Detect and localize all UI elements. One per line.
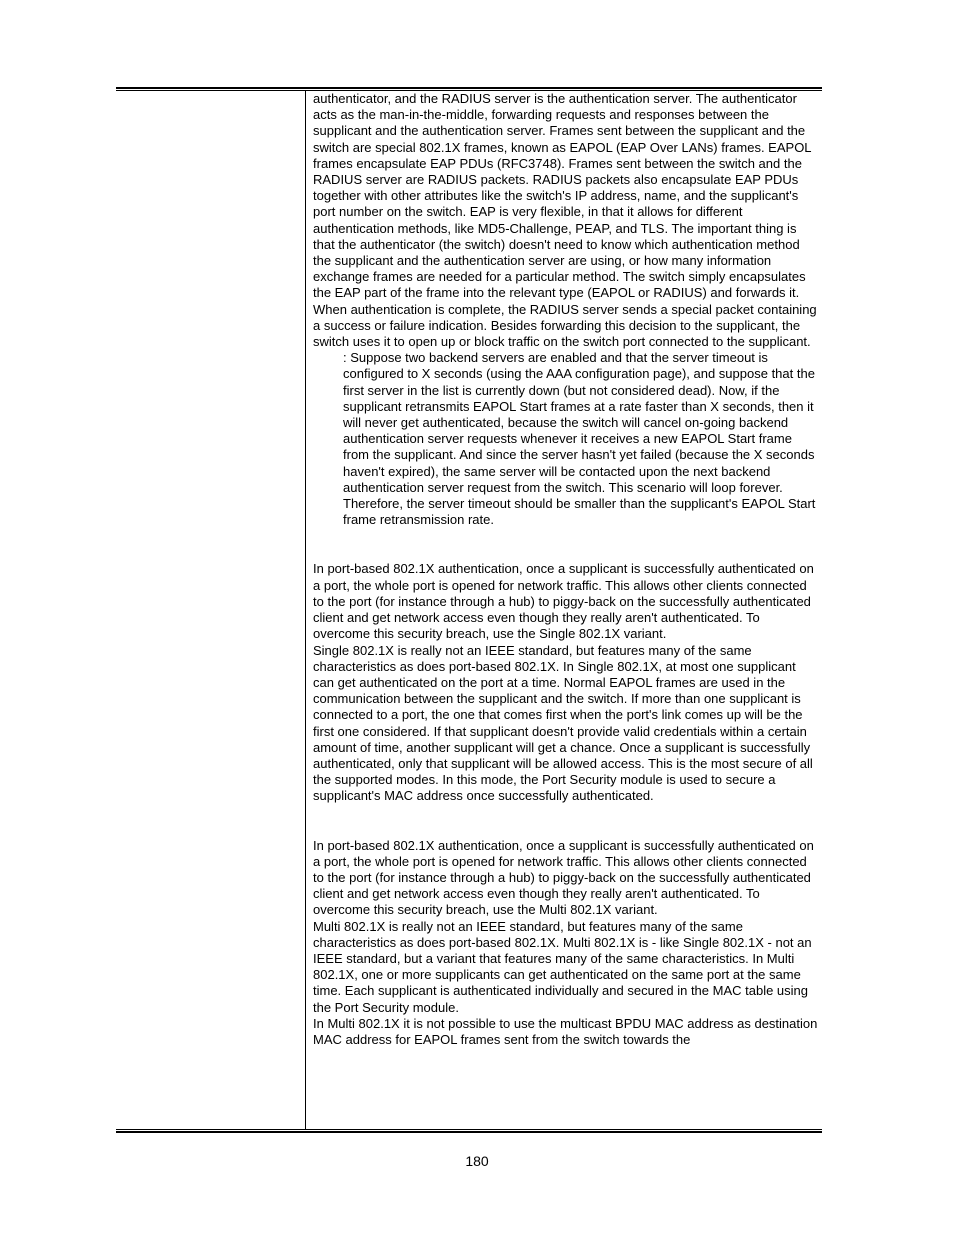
- table-bottom-rule-thin: [116, 1129, 822, 1130]
- table-bottom-rule: [116, 1131, 822, 1133]
- note-paragraph: : Suppose two backend servers are enabled and that the server timeout is configured to X seconds (using the AAA configuration page), and suppose that the first server in the list is currently down (but not considered dead). Now, if the supplicant retransmits EAPOL Start frames at a rate faster than X seconds, then it will never get authenticated, because the switch will cancel on-going backend authentication server requests whenever it receives a new EAPOL Start frame from the supplicant. And since the server hasn't yet failed (because the X seconds haven't expired), the same server will be contacted upon the next backend authentication server request from the switch. This scenario will loop forever. Therefore, the server timeout should be smaller than the supplicant's EAPOL Start frame retransmission rate.: [343, 350, 816, 528]
- column-divider: [305, 91, 306, 1129]
- single-body-paragraph: Single 802.1X is really not an IEEE standard, but features many of the same characteristics as does port-based 802.1X. In Single 802.1X, at most one supplicant can get authenticated on the port at a time. Normal EAPOL frames are used in the communication between the supplicant and the switch. If more than one supplicant is connected to a port, the one that comes first when the port's link comes up will be the first one considered. If that supplicant doesn't provide valid credentials within a certain amount of time, another supplicant will get a chance. Once a supplicant is successfully authenticated, only that supplicant will be allowed access. This is the most secure of all the supported modes. In this mode, the Port Security module is used to secure a supplicant's MAC address once successfully authenticated.: [313, 642, 813, 804]
- single-intro-paragraph: In port-based 802.1X authentication, once a supplicant is successfully authenticated on a port, the whole port is opened for network traffic. This allows other clients connected to the port (for instance through a hub) to piggy-back on the successfully authenticated client and get network access even though they really aren't authenticated. To overcome this security breach, use the Single 802.1X variant.: [313, 561, 814, 642]
- section-gap: [313, 528, 818, 561]
- section-gap: [313, 805, 818, 838]
- multi-intro-paragraph: In port-based 802.1X authentication, once a supplicant is successfully authenticated on a port, the whole port is opened for network traffic. This allows other clients connected to the port (for instance through a hub) to piggy-back on the successfully authenticated client and get network access even though they really aren't authenticated. To overcome this security breach, use the Multi 802.1X variant.: [313, 837, 814, 918]
- page-number: 180: [465, 1153, 489, 1169]
- table-top-rule: [116, 87, 822, 89]
- description-cell: [313, 91, 818, 1048]
- radius-paragraph: authenticator, and the RADIUS server is the authentication server. The authenticator acts as the man-in-the-middle, forwarding requests and responses between the supplicant and the authentication server. Frames sent between the supplicant and the switch are special 802.1X frames, known as EAPOL (EAP Over LANs) frames. EAPOL frames encapsulate EAP PDUs (RFC3748). Frames sent between the switch and the RADIUS server are RADIUS packets. RADIUS packets also encapsulate EAP PDUs together with other attributes like the switch's IP address, name, and the supplicant's port number on the switch. EAP is very flexible, in that it allows for different authentication methods, like MD5-Challenge, PEAP, and TLS. The important thing is that the authenticator (the switch) doesn't need to know which authentication method the supplicant and the authentication server are using, or how many information exchange frames are needed for a particular method. The switch simply encapsulates the EAP part of the frame into the relevant type (EAPOL or RADIUS) and forwards it. When authentication is complete, the RADIUS server sends a special packet containing a success or failure indication. Besides forwarding this decision to the supplicant, the switch uses it to open up or block traffic on the switch port connected to the supplicant.: [313, 91, 817, 350]
- multi-body-paragraph: Multi 802.1X is really not an IEEE standard, but features many of the same characteristics as does port-based 802.1X. Multi 802.1X is - like Single 802.1X - not an IEEE standard, but a variant that features many of the same characteristics. In Multi 802.1X, one or more supplicants can get authenticated on the same port at the same time. Each supplicant is authenticated individually and secured in the MAC table using the Port Security module.: [313, 918, 812, 1015]
- multi-bpdu-paragraph: In Multi 802.1X it is not possible to use the multicast BPDU MAC address as destination MAC address for EAPOL frames sent from the switch towards the: [313, 1015, 818, 1047]
- parameter-table: [116, 87, 822, 1134]
